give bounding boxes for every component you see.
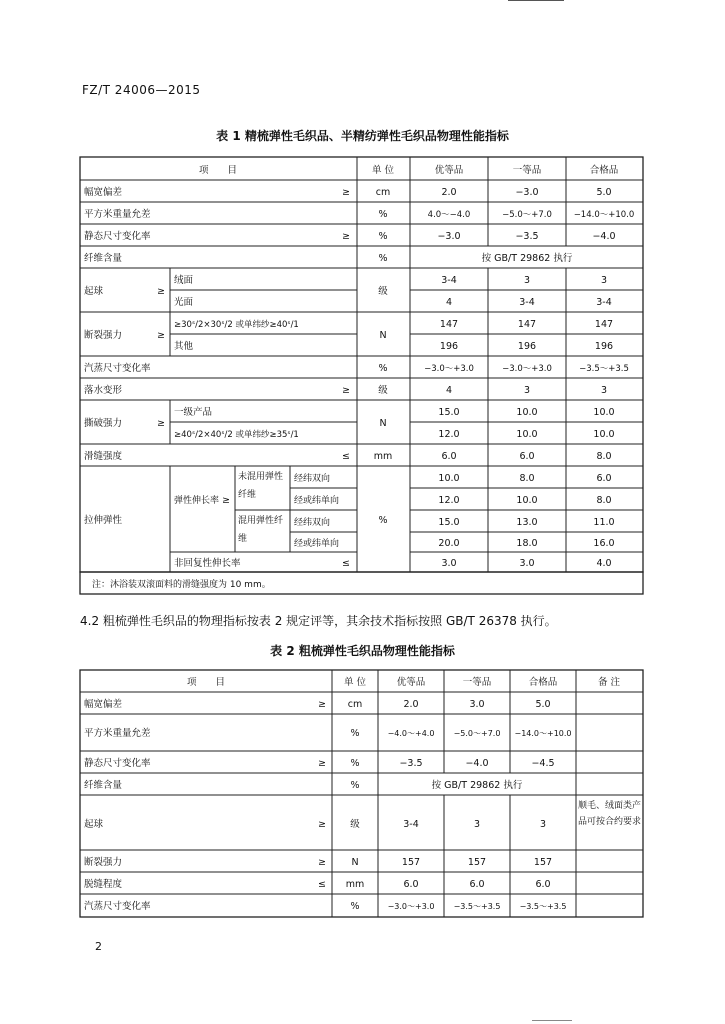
- t2-cell: −4.0～+4.0: [387, 729, 435, 738]
- t1-sub-label: 绒面: [174, 275, 194, 286]
- page-number: 2: [95, 940, 102, 953]
- t2-cell: 157: [401, 857, 421, 868]
- table1-caption: 表 1 精梳弹性毛织品、半精纺弹性毛织品物理性能指标: [216, 129, 509, 143]
- t2-unit: 级: [350, 819, 360, 830]
- t2-unit: %: [350, 758, 360, 769]
- table1-header: [199, 164, 619, 176]
- t1-group-label: 混用弹性纤维: [238, 516, 284, 544]
- t1-cell: 10.0: [516, 407, 538, 418]
- t1-cell: 2.0: [441, 187, 457, 198]
- t1-cell: 11.0: [593, 517, 615, 528]
- t2-label: 静态尺寸变化率: [84, 758, 151, 769]
- t1-cell: 196: [439, 341, 459, 352]
- t1-sym: ≥: [342, 385, 350, 396]
- t1-cell: 3-4: [441, 275, 457, 286]
- bottom-rule: [532, 1020, 572, 1021]
- t1-cell: 196: [594, 341, 614, 352]
- t2-unit: %: [350, 780, 360, 791]
- t1-cell: −3.0: [515, 187, 539, 198]
- t2-sym: ≥: [318, 699, 326, 710]
- t1-cell: −3.5～+3.5: [579, 364, 629, 374]
- t1-sym: ≥: [222, 495, 230, 506]
- t2-remark: 顺毛、绒面类产品可按合约要求: [578, 801, 641, 827]
- t2-cell: 2.0: [403, 699, 419, 710]
- table1-grid: [80, 157, 643, 572]
- t1-header-grade1: 优等品: [434, 165, 464, 176]
- t2-label: 断裂强力: [84, 857, 123, 868]
- t2-unit: N: [351, 857, 359, 868]
- t1-cell: 147: [594, 319, 614, 330]
- t1-cell: 3-4: [519, 297, 535, 308]
- t1-dir-label: 经或纬单向: [294, 496, 340, 506]
- t1-cell: 8.0: [596, 451, 612, 462]
- t1-sub-label: 其他: [174, 341, 194, 352]
- t2-label: 汽蒸尺寸变化率: [84, 901, 151, 912]
- t1-cell: 4: [445, 385, 453, 396]
- t1-header-grade3: 合格品: [589, 165, 619, 176]
- t2-cell: 6.0: [469, 879, 485, 890]
- t1-sub-label: 光面: [174, 297, 194, 308]
- t1-cell: 13.0: [516, 517, 538, 528]
- t1-cell: 12.0: [438, 429, 460, 440]
- t2-unit: %: [350, 728, 360, 739]
- t1-cell: 196: [517, 341, 537, 352]
- t2-header-unit: 单 位: [343, 677, 367, 688]
- t2-cell: 5.0: [535, 699, 551, 710]
- t1-cell: 3: [600, 385, 608, 396]
- table2-header: [187, 676, 621, 688]
- t1-cell: −3.0～+3.0: [424, 364, 474, 374]
- t1-label: 汽蒸尺寸变化率: [84, 363, 151, 374]
- t1-sub-label: 非回复性伸长率: [174, 558, 241, 569]
- t1-cell: 4.0: [596, 558, 612, 569]
- t1-cell: −4.0: [592, 231, 616, 242]
- t2-label: 脱缝程度: [84, 879, 123, 890]
- t2-header-grade1: 优等品: [396, 677, 426, 688]
- t1-sym: ≥: [157, 330, 165, 341]
- t2-sym: ≤: [318, 879, 326, 890]
- t1-label: 撕破强力: [84, 418, 123, 429]
- t1-cell: 5.0: [596, 187, 612, 198]
- t1-cell: 6.0: [596, 473, 612, 484]
- t1-cell: 3: [523, 385, 531, 396]
- t2-sym: ≥: [318, 819, 326, 830]
- t1-sym: ≥: [157, 418, 165, 429]
- t2-label: 幅宽偏差: [84, 699, 123, 710]
- t2-header-grade2: 一等品: [462, 677, 492, 688]
- t1-label: 纤维含量: [84, 253, 123, 264]
- t1-dir-label: 经纬双向: [294, 474, 331, 484]
- t1-cell: 10.0: [516, 495, 538, 506]
- t1-label: 拉伸弹性: [84, 515, 123, 526]
- t1-unit: N: [379, 330, 387, 341]
- t2-cell: 3: [473, 819, 481, 830]
- t1-cell: 12.0: [438, 495, 460, 506]
- t1-unit: %: [378, 231, 388, 242]
- t1-header-grade2: 一等品: [512, 165, 542, 176]
- t1-cell: 3-4: [596, 297, 612, 308]
- t1-cell: 10.0: [593, 429, 615, 440]
- t2-cell: −4.0: [465, 758, 489, 769]
- t2-label: 平方米重量允差: [84, 728, 151, 739]
- t1-dir-label: 经或纬单向: [294, 539, 340, 549]
- t2-header-item: 项 目: [186, 677, 226, 688]
- t1-label: 平方米重量允差: [84, 209, 151, 220]
- t1-cell: 8.0: [519, 473, 535, 484]
- t1-cell: −3.5: [515, 231, 539, 242]
- t2-cell: 3.0: [469, 699, 485, 710]
- t2-header-grade3: 合格品: [528, 677, 558, 688]
- t1-cell: 15.0: [438, 407, 460, 418]
- clause-4-2: 4.2 粗梳弹性毛织品的物理指标按表 2 规定评等，其余技术指标按照 GB/T 26378 执行。: [80, 614, 557, 628]
- t2-cell: 157: [467, 857, 487, 868]
- t2-cell: −4.5: [531, 758, 555, 769]
- standard-code: FZ/T 24006—2015: [82, 83, 201, 97]
- t1-sub-label: ≥40ˢ/2×40ˢ/2 或单纬纱≥35ˢ/1: [174, 430, 299, 440]
- t1-sym: ≤: [342, 558, 350, 569]
- t1-unit: 级: [378, 286, 388, 297]
- t1-cell: 4.0～−4.0: [427, 210, 471, 220]
- t2-unit: %: [350, 901, 360, 912]
- t1-header-item: 项 目: [198, 165, 238, 176]
- t2-cell: −3.5: [399, 758, 423, 769]
- t1-unit: %: [378, 209, 388, 220]
- t2-cell: 3-4: [403, 819, 419, 830]
- table2-body: [84, 698, 641, 912]
- t2-unit: cm: [347, 699, 363, 710]
- t2-label: 纤维含量: [84, 780, 123, 791]
- t1-cell: 8.0: [596, 495, 612, 506]
- t1-sym: ≤: [342, 451, 350, 462]
- t1-cell: 16.0: [593, 538, 615, 549]
- t1-cell: 20.0: [438, 538, 460, 549]
- t2-cell: 157: [533, 857, 553, 868]
- t2-sym: ≥: [318, 857, 326, 868]
- t2-cell: −14.0～+10.0: [514, 729, 572, 738]
- t1-cell: 4: [445, 297, 453, 308]
- t1-cell: 6.0: [441, 451, 457, 462]
- t1-merged-cell: 按 GB/T 29862 执行: [481, 253, 573, 264]
- t1-label: 起球: [84, 286, 104, 297]
- t2-cell: −3.5～+3.5: [453, 902, 501, 911]
- t1-sub-label: ≥30ˢ/2×30ˢ/2 或单纬纱≥40ˢ/1: [174, 320, 299, 330]
- t1-label: 静态尺寸变化率: [84, 231, 151, 242]
- t1-cell: 3: [523, 275, 531, 286]
- t2-cell: 6.0: [535, 879, 551, 890]
- t1-unit: %: [378, 363, 388, 374]
- t1-cell: −5.0～+7.0: [502, 210, 552, 220]
- t2-cell: −5.0～+7.0: [453, 729, 501, 738]
- t1-cell: 6.0: [519, 451, 535, 462]
- t1-cell: 10.0: [516, 429, 538, 440]
- t2-merged-cell: 按 GB/T 29862 执行: [431, 780, 523, 791]
- table2-caption: 表 2 粗梳弹性毛织品物理性能指标: [270, 644, 455, 658]
- t1-sub-label: 一级产品: [174, 407, 213, 418]
- t2-cell: −3.0～+3.0: [387, 902, 435, 911]
- t2-label: 起球: [84, 819, 104, 830]
- t1-label: 落水变形: [84, 385, 123, 396]
- t1-cell: 10.0: [593, 407, 615, 418]
- t1-unit: cm: [375, 187, 391, 198]
- t1-sub-label: 弹性伸长率: [174, 496, 220, 506]
- t1-unit: %: [378, 253, 388, 264]
- t1-header-unit: 单 位: [371, 165, 395, 176]
- t1-cell: 10.0: [438, 473, 460, 484]
- t1-cell: 147: [517, 319, 537, 330]
- t1-cell: 18.0: [516, 538, 538, 549]
- t1-sym: ≥: [342, 231, 350, 242]
- t1-unit: %: [378, 515, 388, 526]
- t2-cell: 6.0: [403, 879, 419, 890]
- t1-cell: 15.0: [438, 517, 460, 528]
- t2-sym: ≥: [318, 758, 326, 769]
- t1-cell: 3.0: [519, 558, 535, 569]
- t1-cell: 3: [600, 275, 608, 286]
- t1-group-label: 未混用弹性纤维: [238, 472, 284, 500]
- t1-cell: 147: [439, 319, 459, 330]
- t2-header-remark: 备 注: [597, 677, 621, 688]
- t1-sym: ≥: [157, 286, 165, 297]
- t1-cell: −3.0: [437, 231, 461, 242]
- t1-unit: 级: [378, 385, 388, 396]
- t1-label: 滑缝强度: [84, 451, 123, 462]
- t2-cell: 3: [539, 819, 547, 830]
- t1-unit: mm: [373, 451, 393, 462]
- t1-cell: −3.0～+3.0: [502, 364, 552, 374]
- t1-cell: 3.0: [441, 558, 457, 569]
- t1-label: 断裂强力: [84, 330, 123, 341]
- t1-label: 幅宽偏差: [84, 187, 123, 198]
- t1-sym: ≥: [342, 187, 350, 198]
- t1-cell: −14.0～+10.0: [573, 210, 635, 220]
- t2-cell: −3.5～+3.5: [519, 902, 567, 911]
- t1-note: 注：沐浴装双滚面料的滑缝强度为 10 mm。: [92, 580, 271, 590]
- t1-dir-label: 经纬双向: [294, 518, 331, 528]
- t1-unit: N: [379, 418, 387, 429]
- t2-unit: mm: [345, 879, 365, 890]
